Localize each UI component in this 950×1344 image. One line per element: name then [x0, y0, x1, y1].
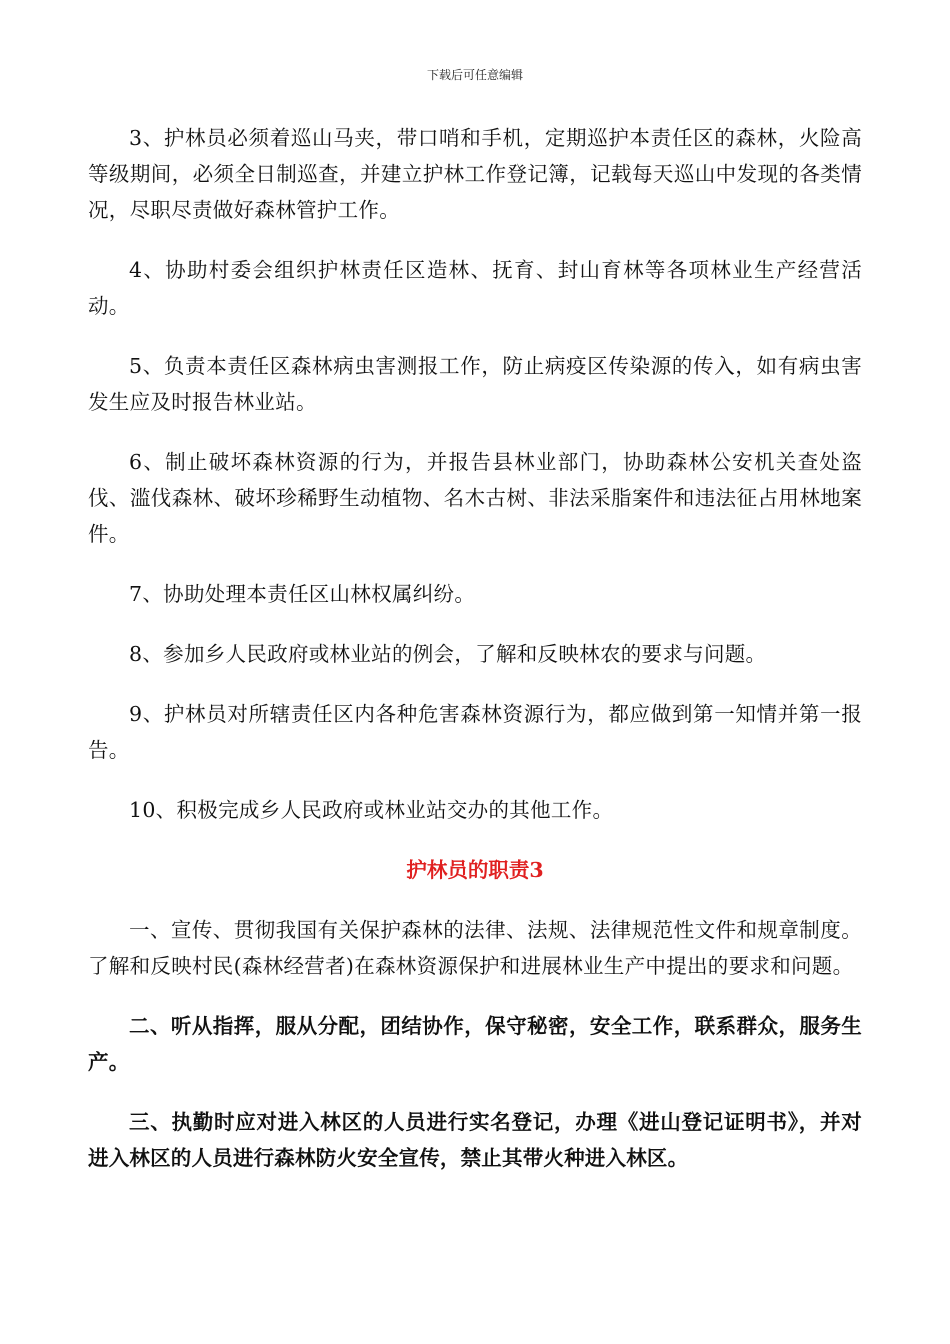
paragraph-item-8: 8、参加乡人民政府或林业站的例会，了解和反映林农的要求与问题。 [129, 642, 767, 666]
paragraph-item-3: 3、护林员必须着巡山马夹，带口哨和手机，定期巡护本责任区的森林，火险高等级期间，必须全日制巡查，并建立护林工作登记簿，记载每天巡山中发现的各类情况，尽职尽责做好森林管护工作。 [88, 126, 862, 222]
paragraph-item-10: 10、积极完成乡人民政府或林业站交办的其他工作。 [129, 798, 614, 822]
paragraph-item-5: 5、负责本责任区森林病虫害测报工作，防止病疫区传染源的传入，如有病虫害发生应及时报告林业站。 [88, 354, 862, 414]
section-heading: 护林员的职责3 [406, 858, 544, 882]
document-body [88, 120, 862, 1200]
page-header-note: 下载后可任意编辑 [426, 68, 523, 82]
paragraph-duty-3: 三、执勤时应对进入林区的人员进行实名登记，办理《进山登记证明书》，并对进入林区的人员进行森林防火安全宣传，禁止其带火种进入林区。 [88, 1110, 862, 1170]
paragraph-item-9: 9、护林员对所辖责任区内各种危害森林资源行为，都应做到第一知情并第一报告。 [88, 702, 862, 762]
paragraph-item-4: 4、协助村委会组织护林责任区造林、抚育、封山育林等各项林业生产经营活动。 [88, 258, 862, 318]
paragraph-item-6: 6、制止破坏森林资源的行为，并报告县林业部门，协助森林公安机关查处盗伐、滥伐森林、破坏珍稀野生动植物、名木古树、非法采脂案件和违法征占用林地案件。 [88, 450, 862, 546]
paragraph-item-7: 7、协助处理本责任区山林权属纠纷。 [129, 582, 476, 606]
paragraph-duty-1: 一、宣传、贯彻我国有关保护森林的法律、法规、法律规范性文件和规章制度。了解和反映村民(森林经营者)在森林资源保护和进展林业生产中提出的要求和问题。 [88, 918, 862, 978]
paragraph-duty-2: 二、听从指挥，服从分配，团结协作，保守秘密，安全工作，联系群众，服务生产。 [88, 1014, 862, 1074]
